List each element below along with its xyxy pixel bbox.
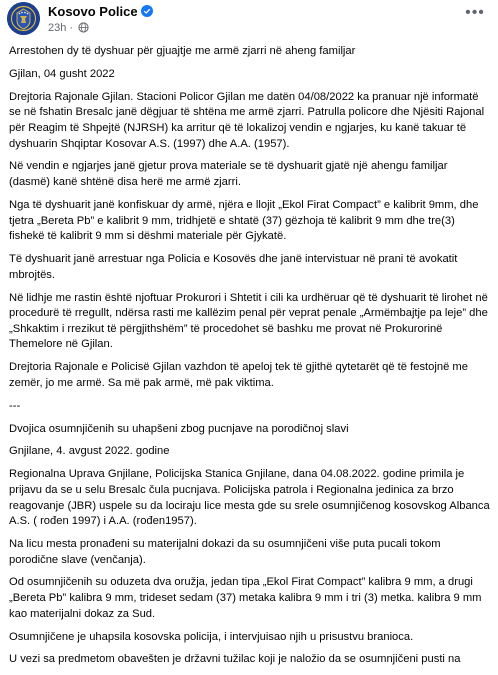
post-paragraph: Drejtoria Rajonale Gjilan. Stacioni Policor Gjilan me datën 04/08/2022 ka pranuar një informatë se në fshatin Bresalc janë dëgjuar të shtëna me armë zjarri. Patrulla policore dhe Njësiti Rajonal për Reagim të Shpejtë (NJRSH) ka arritur që të lokalizoj vendin e ngjarjes, ku kanë takuar të dyshuarin Shqiptar Kosovar A.S. (1997) dhe A.A. (1957). bbox=[9, 90, 485, 150]
post-paragraph: Nga të dyshuarit janë konfiskuar dy armë, njëra e llojit „Ekol Firat Compact” e kalibrit 9mm, dhe tjetra „Bereta Pb” e kalibrit 9 mm, tridhjetë e shtatë (37) gëzhoja të kalibrit 9 mm dhe tre(3) fishekë të kalibrit 9 mm si dëshmi materiale për Gjykatë. bbox=[9, 198, 479, 243]
kosovo-police-emblem-icon bbox=[7, 2, 40, 35]
post-body bbox=[9, 44, 491, 675]
post-paragraph: Arrestohen dy të dyshuar për gjuajtje me armë zjarri në aheng familjar bbox=[9, 45, 356, 57]
page-name-link[interactable]: Kosovo Police bbox=[48, 4, 138, 19]
post-paragraph: Na licu mesta pronađeni su materijalni dokazi da su osumnjičeni više puta pucali tokom porodične slave (venčanja). bbox=[9, 538, 441, 566]
post-paragraph: Gnjilane, 4. avgust 2022. godine bbox=[9, 445, 170, 458]
post-header bbox=[0, 0, 498, 40]
post-meta bbox=[48, 22, 89, 34]
post-timestamp[interactable]: 23h bbox=[48, 22, 67, 34]
post-paragraph: Të dyshuarit janë arrestuar nga Policia e Kosovës dhe janë intervistuar në prani të avokatit mbrojtës. bbox=[9, 253, 458, 281]
post-paragraph: Gjilan, 04 gusht 2022 bbox=[9, 67, 115, 80]
meta-separator: · bbox=[69, 22, 74, 34]
post-paragraph: Dvojica osumnjičenih su uhapšeni zbog pucnjave na porodičnoj slavi bbox=[9, 422, 349, 435]
verified-badge-icon bbox=[141, 5, 153, 17]
page-avatar[interactable] bbox=[7, 2, 40, 35]
post-paragraph: U vezi sa predmetom obavešten je državni tužilac koji je naložio da se osumnjičeni pusti na bbox=[9, 653, 461, 666]
post-paragraph: Në lidhje me rastin është njoftuar Prokurori i Shtetit i cili ka urdhëruar që të dyshuarit të lirohet në procedurë të rregullt, ndërsa rasti me kallëzim penal për veprat penale „Armëmbajtje pa leje” dhe „Shkaktim i rrezikut të përgjithshëm” të procedohet së bashku me provat në Prokurorinë Themelore në Gjilan. bbox=[9, 291, 488, 351]
post-paragraph: Od osumnjičenih su oduzeta dva oružja, jedan tipa „Ekol Firat Compact” kalibra 9 mm, a drugi „Bereta Pb” kalibra 9 mm, trideset sedam (37) metaka kalibra 9 mm i tri (3) metka. kalibra 9 mm kao materijalni dokaz za Sud. bbox=[9, 576, 482, 620]
globe-icon[interactable] bbox=[78, 22, 89, 33]
language-separator: --- bbox=[9, 399, 21, 412]
post-paragraph: Në vendin e ngjarjes janë gjetur prova materiale se të dyshuarit gjatë një ahengu familjar (dasmë) kanë shtënë disa herë me armë zjarri. bbox=[9, 160, 448, 189]
post-paragraph: Osumnjičene je uhapsila kosovska policija, i intervjuisao njih u prisustvu branioca. bbox=[9, 630, 414, 643]
page-name-row bbox=[48, 4, 153, 19]
post-paragraph: Regionalna Uprava Gnjilane, Policijska Stanica Gnjilane, dana 04.08.2022. godine primila je prijavu da se u selu Bresalc čula pucnjava. Policijska patrola i Regionalna jedinica za brzo reagovanje (JBR) uspele su da lociraju lice mesta gde su srele osumnjičenog kosovskog Albanca A.S. ( rođen 1997) i A.A. (rođen1957). bbox=[9, 468, 490, 528]
more-options-icon[interactable]: ••• bbox=[465, 4, 485, 21]
post-paragraph: Drejtoria Rajonale e Policisë Gjilan vazhdon të apeloj tek të gjithë qytetarët që të festojnë me zemër, jo me armë. Sa më pak armë, më pak viktima. bbox=[9, 361, 468, 389]
